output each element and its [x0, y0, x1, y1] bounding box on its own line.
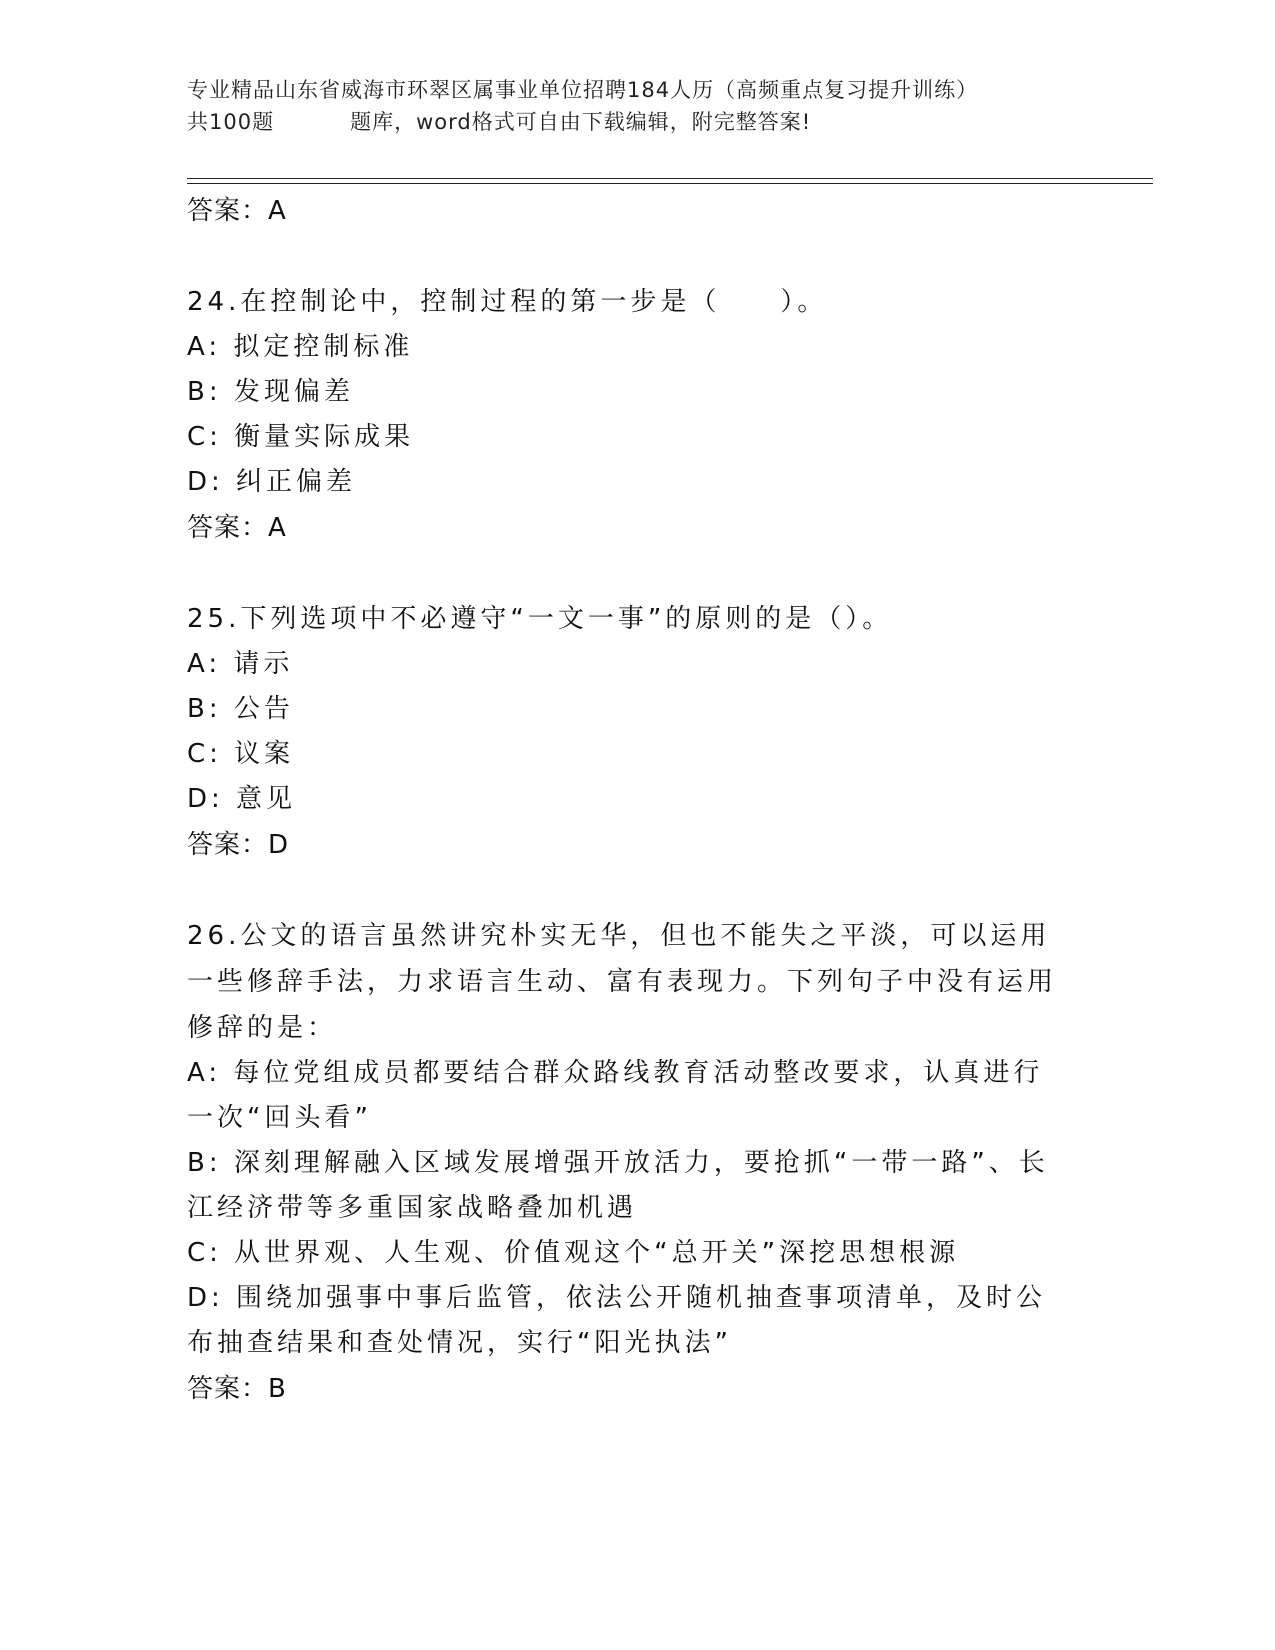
- answer-25: 答案：D: [187, 830, 290, 860]
- option-b: B: 深刻理解融入区域发展增强开放活力，要抢抓“一带一路”、长江经济带等多重国家战略叠加机遇: [187, 1148, 1049, 1223]
- option-b: B: 发现偏差: [187, 377, 354, 407]
- answer-24: 答案：A: [187, 513, 287, 543]
- header-divider-bottom: [187, 183, 1153, 184]
- answer-prev: 答案：A: [187, 196, 287, 226]
- header-title: 专业精品山东省威海市环翠区属事业单位招聘184人历（高频重点复习提升训练）: [187, 78, 979, 102]
- option-c: C: 从世界观、人生观、价值观这个“总开关”深挖思想根源: [187, 1238, 960, 1268]
- option-d: D: 围绕加强事中事后监管，依法公开随机抽查事项清单，及时公布抽查结果和查处情况，实行“阳光执法”: [187, 1283, 1047, 1358]
- header-subtitle: [187, 106, 1087, 138]
- question-text: 25.下列选项中不必遵守“一文一事”的原则的是（）。: [187, 604, 893, 634]
- option-c: C: 衡量实际成果: [187, 422, 415, 452]
- header-description: 题库，word格式可自由下载编辑，附完整答案!: [350, 110, 812, 134]
- header-divider-top: [187, 178, 1153, 179]
- option-d: D: 纠正偏差: [187, 467, 357, 497]
- option-d: D: 意见: [187, 784, 297, 814]
- question-block-25: [187, 596, 1067, 868]
- header-question-count: 共100题: [187, 110, 275, 134]
- option-a: A: 每位党组成员都要结合群众路线教育活动整改要求，认真进行一次“回头看”: [187, 1058, 1044, 1133]
- option-a: A: 请示: [187, 649, 294, 679]
- question-block-26: [187, 913, 1067, 1412]
- document-body: [187, 188, 1067, 1412]
- option-a: A: 拟定控制标准: [187, 332, 414, 362]
- question-text: 26.公文的语言虽然讲究朴实无华，但也不能失之平淡，可以运用一些修辞手法，力求语言生动、富有表现力。下列句子中没有运用修辞的是：: [187, 921, 1058, 1043]
- answer-26: 答案：B: [187, 1374, 287, 1404]
- option-c: C: 议案: [187, 739, 295, 769]
- document-header: [187, 74, 1087, 138]
- question-block-24: [187, 279, 1067, 551]
- option-b: B: 公告: [187, 694, 294, 724]
- question-text: 24.在控制论中，控制过程的第一步是（ ）。: [187, 287, 828, 317]
